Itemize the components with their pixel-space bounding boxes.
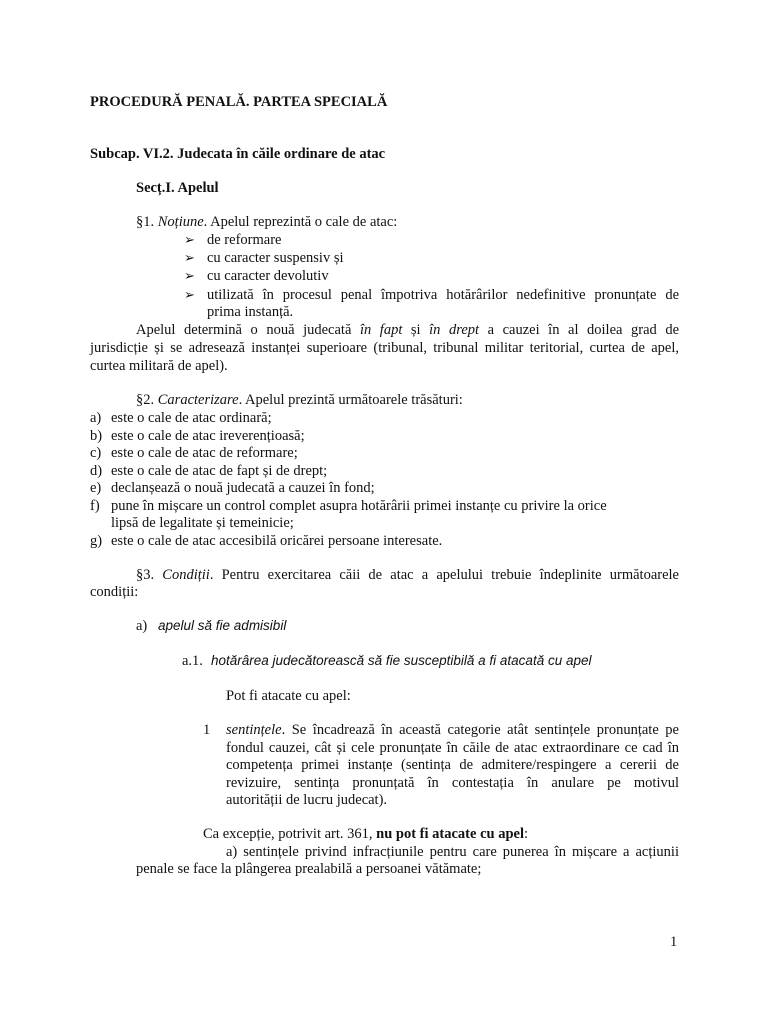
condition-label: a) — [136, 618, 148, 634]
bullet-item: cu caracter devolutiv — [207, 268, 329, 284]
numbered-item-line: sentințele. Se încadrează în această categorie atât sentințele pronunțate pe — [226, 722, 679, 738]
bullet-item: de reformare — [207, 232, 282, 248]
arrow-bullet-icon: ➢ — [184, 287, 195, 302]
page-number: 1 — [670, 934, 678, 950]
paragraph-3-number: §3. — [136, 567, 155, 583]
bullet-item: utilizată în procesul penal împotriva hotărârilor nedefinitive pronunțate de — [207, 287, 679, 303]
numbered-item-line: competența primei instanțe (sentința de admitere/respingere a cererii de — [226, 757, 679, 773]
paragraph-1-text-line: Apelul determină o nouă judecată în fapt și în drept a cauzei în al doilea grad de — [136, 322, 680, 338]
condition-text: apelul să fie admisibil — [158, 618, 287, 633]
list-item: este o cale de atac de fapt și de drept; — [111, 463, 328, 479]
arrow-bullet-icon: ➢ — [184, 250, 195, 265]
exception-item-line: a) sentințele privind infracțiunile pentru care punerea în mișcare a acțiunii — [226, 844, 679, 860]
list-label: b) — [90, 428, 103, 444]
numbered-item-line: revizuire, sentința pronunțată în contestația în anulare pe motivul — [226, 775, 679, 791]
list-item: declanșează o nouă judecată a cauzei în fond; — [111, 480, 375, 496]
paragraph-2-lead: . Apelul prezintă următoarele trăsături: — [238, 392, 463, 408]
paragraph-2-term: Caracterizare — [157, 392, 239, 408]
list-item: este o cale de atac de reformare; — [111, 445, 298, 461]
list-label: e) — [90, 480, 102, 496]
paragraph-2-heading — [136, 391, 463, 409]
section-heading: Secț.I. Apelul — [136, 180, 219, 196]
appealable-intro: Pot fi atacate cu apel: — [226, 688, 351, 704]
exception-item-line: penale se face la plângerea prealabilă a persoanei vătămate; — [136, 861, 482, 877]
subcondition-text: hotărârea judecătorească să fie susceptibilă a fi atacată cu apel — [211, 653, 592, 668]
paragraph-1-text-line: jurisdicție și se adresează instanței superioare (tribunal, tribunal militar teritorial, curtea de apel, — [90, 340, 679, 356]
paragraph-3-heading — [136, 566, 679, 584]
numbered-label: 1 — [203, 722, 211, 738]
list-item-continuation: lipsă de legalitate și temeinicie; — [111, 515, 294, 531]
paragraph-1-number: §1. — [136, 214, 155, 230]
bullet-item-continuation: prima instanță. — [207, 304, 294, 320]
document-title: PROCEDURĂ PENALĂ. PARTEA SPECIALĂ — [90, 94, 388, 110]
arrow-bullet-icon: ➢ — [184, 268, 195, 283]
list-item: este o cale de atac accesibilă oricărei persoane interesate. — [111, 533, 443, 549]
numbered-item-term: sentințele — [226, 722, 282, 738]
numbered-item-line: autorității de lucru judecat). — [226, 792, 388, 808]
list-label: g) — [90, 533, 103, 549]
list-label: c) — [90, 445, 102, 461]
arrow-bullet-icon: ➢ — [184, 232, 195, 247]
subchapter-heading: Subcap. VI.2. Judecata în căile ordinare de atac — [90, 146, 386, 162]
paragraph-3-lead: . Pentru exercitarea căii de atac a apelului trebuie îndeplinite următoarele — [209, 567, 679, 583]
list-item: pune în mișcare un control complet asupra hotărârii primei instanțe cu privire la orice — [111, 498, 607, 514]
list-label: a) — [90, 410, 102, 426]
list-item: este o cale de atac ordinară; — [111, 410, 272, 426]
list-label: f) — [90, 498, 100, 514]
list-item: este o cale de atac ireverențioasă; — [111, 428, 305, 444]
subcondition-label: a.1. — [182, 653, 203, 669]
paragraph-2-number: §2. — [136, 392, 155, 408]
numbered-item-line: fondul cauzei, cât și cele pronunțate în căile de atac extraordinare ce cad în — [226, 740, 679, 756]
paragraph-1-term: Noțiune — [157, 214, 204, 230]
paragraph-1-heading — [136, 213, 397, 231]
paragraph-1-lead: . Apelul reprezintă o cale de atac: — [203, 214, 398, 230]
exception-line: Ca excepție, potrivit art. 361, nu pot fi atacate cu apel: — [203, 826, 528, 842]
list-label: d) — [90, 463, 103, 479]
paragraph-3-term: Condiții — [162, 567, 210, 583]
paragraph-1-text-line: curtea militară de apel). — [90, 358, 228, 374]
bullet-item: cu caracter suspensiv și — [207, 250, 344, 266]
paragraph-3-lead-continuation: condiții: — [90, 584, 139, 600]
